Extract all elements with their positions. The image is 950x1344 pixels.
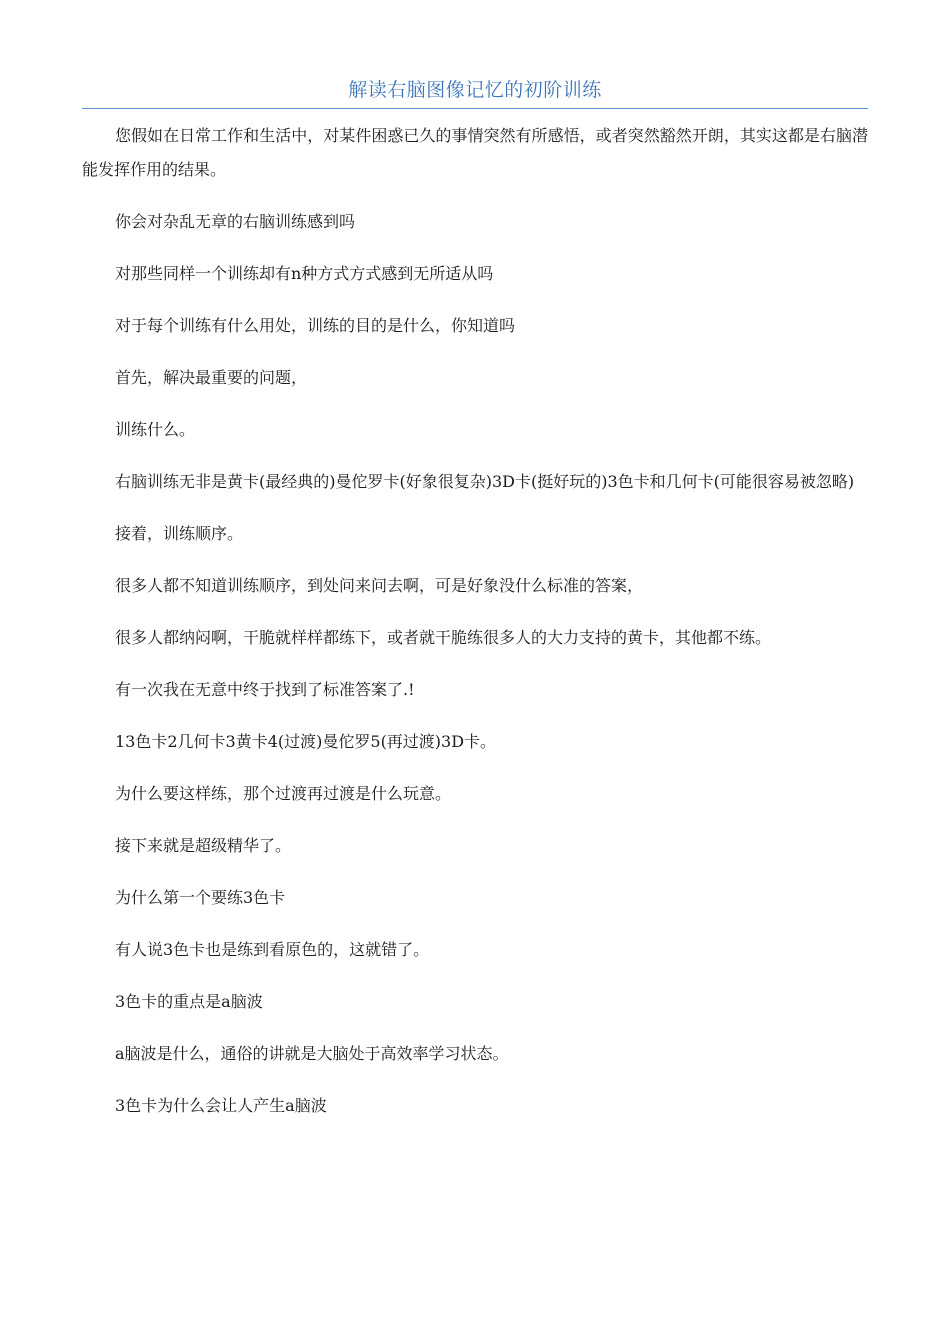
title-divider [82,108,868,109]
paragraph: 为什么第一个要练3色卡 [115,888,286,907]
paragraph: 右脑训练无非是黄卡(最经典的)曼佗罗卡(好象很复杂)3D卡(挺好玩的)3色卡和几何卡(可能很容易被忽略) [115,472,855,491]
paragraph: 对于每个训练有什么用处，训练的目的是什么，你知道吗 [115,316,516,335]
document-body [82,119,868,1123]
paragraph: a脑波是什么，通俗的讲就是大脑处于高效率学习状态。 [115,1044,509,1063]
paragraph: 有人说3色卡也是练到看原色的，这就错了。 [115,940,430,959]
paragraph: 为什么要这样练，那个过渡再过渡是什么玩意。 [115,784,452,803]
paragraph: 你会对杂乱无章的右脑训练感到吗 [115,212,356,231]
paragraph: 接着，训练顺序。 [115,524,244,543]
paragraph: 接下来就是超级精华了。 [115,836,292,855]
paragraph: 13色卡2几何卡3黄卡4(过渡)曼佗罗5(再过渡)3D卡。 [115,732,497,751]
paragraph: 3色卡为什么会让人产生a脑波 [115,1096,327,1115]
paragraph: 很多人都纳闷啊，干脆就样样都练下，或者就干脆练很多人的大力支持的黄卡，其他都不练。 [115,628,772,647]
paragraph: 训练什么。 [115,420,196,439]
paragraph: 3色卡的重点是a脑波 [115,992,263,1011]
paragraph: 有一次我在无意中终于找到了标准答案了.! [115,680,415,699]
paragraph: 很多人都不知道训练顺序，到处问来问去啊，可是好象没什么标准的答案， [115,576,644,595]
document-title: 解读右脑图像记忆的初阶训练 [348,79,602,101]
paragraph: 首先，解决最重要的问题， [115,368,308,387]
paragraph: 对那些同样一个训练却有n种方式方式感到无所适从吗 [115,264,494,283]
paragraph: 您假如在日常工作和生活中，对某件困惑已久的事情突然有所感悟，或者突然豁然开朗，其实这都是右脑潜能发挥作用的结果。 [82,126,868,179]
document-page [82,76,868,1141]
